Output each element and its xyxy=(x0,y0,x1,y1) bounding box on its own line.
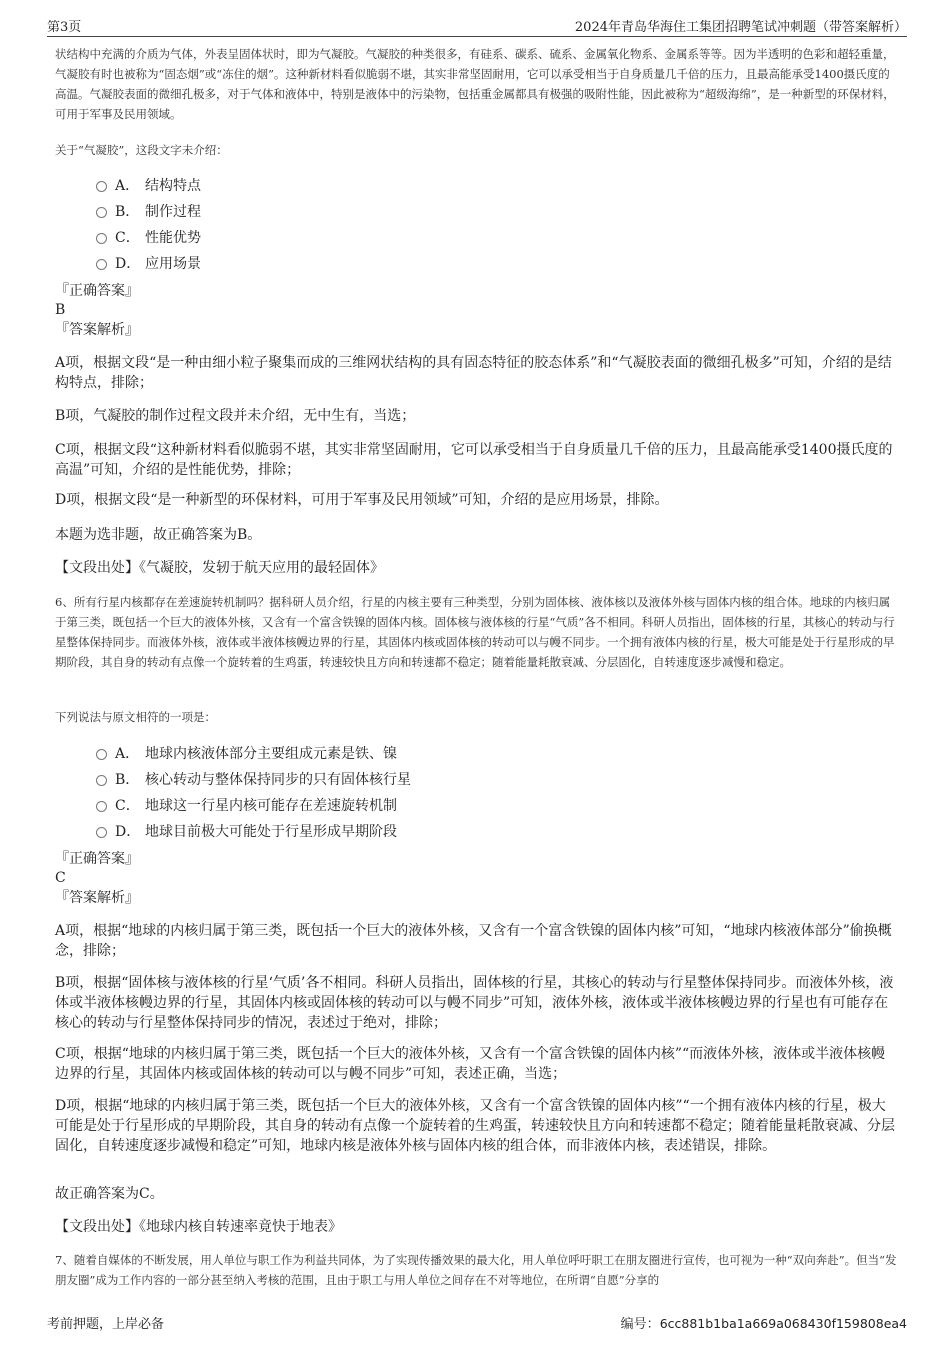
document-code xyxy=(621,1313,907,1332)
q5-prompt: 关于“气凝胶”，这段文字未介绍： xyxy=(55,143,228,157)
option-letter: C． xyxy=(115,798,140,814)
q5-explanation-c: C项，根据文段“这种新材料看似脆弱不堪，其实非常坚固耐用，它可以承受相当于自身质量几千倍的压力，且最高能承受1400摄氏度的高温”可知，介绍的是性能优势，排除； xyxy=(55,442,893,478)
q5-option-a[interactable] xyxy=(55,172,898,198)
q6-prompt: 下列说法与原文相符的一项是： xyxy=(55,710,216,724)
option-text: 核心转动与整体保持同步的只有固体核行星 xyxy=(145,772,411,788)
q6-explanation-d: D项，根据“地球的内核归属于第三类，既包括一个巨大的液体外核，又含有一个富含铁镍的固体内核”“一个拥有液体内核的行星，极大可能是处于行星形成的早期阶段，其自身的转动有点像一个旋转着的生鸡蛋，转速较快且方向和转速都不稳定；随着能量耗散衰减、分层固化，自转速度逐步减慢和稳定”可知，地球内核是液体外核与固体内核的组合体，而非液体内核，表述错误，排除。 xyxy=(55,1098,895,1154)
option-letter: B． xyxy=(115,772,140,788)
q6-explanation-a: A项，根据“地球的内核归属于第三类，既包括一个巨大的液体外核，又含有一个富含铁镍的固体内核”可知，“地球内核液体部分”偷换概念，排除； xyxy=(55,923,892,959)
option-letter: D． xyxy=(115,256,141,272)
radio-icon[interactable] xyxy=(96,233,107,244)
radio-icon[interactable] xyxy=(96,259,107,270)
q6-explanation-b: B项，根据“固体核与液体核的行星‘气质’各不相同。科研人员指出，固体核的行星，其核心的转动与行星整体保持同步。而液体外核，液体或半液体核幔边界的行星，其固体内核或固体核的转动可以与幔不同步”可知，液体外核，液体或半液体核幔边界的行星也有可能存在核心的转动与行星整体保持同步的情况，表述过于绝对，排除； xyxy=(55,975,894,1031)
footer-slogan: 考前押题，上岸必备 xyxy=(47,1317,165,1332)
q5-explanation-d: D项，根据文段“是一种新型的环保材料，可用于军事及民用领域”可知，介绍的是应用场景，排除。 xyxy=(55,492,669,508)
q6-option-c[interactable] xyxy=(55,792,898,818)
radio-icon[interactable] xyxy=(96,181,107,192)
option-letter: C． xyxy=(115,230,140,246)
option-letter: A． xyxy=(115,746,140,762)
q5-conclusion: 本题为选非题，故正确答案为B。 xyxy=(55,527,262,543)
q5-analysis-label: 『答案解析』 xyxy=(55,322,139,338)
q6-answer: C xyxy=(55,870,66,886)
q7-passage: 7、随着自媒体的不断发展，用人单位与职工作为利益共同体，为了实现传播效果的最大化，用人单位呼吁职工在朋友圈进行宣传，也可视为一种“双向奔赴”。但当“发朋友圈”成为工作内容的一部分甚至纳入考核的范围，且由于职工与用人单位之间存在不对等地位，在所谓“自愿”分享的 xyxy=(55,1253,897,1287)
q6-option-d[interactable] xyxy=(55,818,898,844)
document-title: 2024年青岛华海住工集团招聘笔试冲刺题（带答案解析） xyxy=(574,20,907,35)
page-number: 第3页 xyxy=(47,20,82,35)
option-text: 地球内核液体部分主要组成元素是铁、镍 xyxy=(145,746,397,762)
option-text: 地球目前极大可能处于行星形成早期阶段 xyxy=(145,824,397,840)
code-value: 6cc881b1ba1a669a068430f159808ea4 xyxy=(659,1316,907,1331)
page-header xyxy=(47,14,907,37)
option-text: 结构特点 xyxy=(145,178,201,194)
option-text: 性能优势 xyxy=(145,230,201,246)
q5-source: 【文段出处】《气凝胶，发轫于航天应用的最轻固体》 xyxy=(55,560,384,576)
q5-option-c[interactable] xyxy=(55,224,898,250)
q5-option-d[interactable] xyxy=(55,250,898,276)
option-letter: A． xyxy=(115,178,140,194)
q6-source: 【文段出处】《地球内核自转速率竟快于地表》 xyxy=(55,1219,342,1235)
option-text: 地球这一行星内核可能存在差速旋转机制 xyxy=(145,798,397,814)
q5-explanation-b: B项，气凝胶的制作过程文段并未介绍，无中生有，当选； xyxy=(55,408,416,424)
q5-options xyxy=(55,172,898,276)
radio-icon[interactable] xyxy=(96,749,107,760)
q6-passage: 6、所有行星内核都存在差速旋转机制吗？据科研人员介绍，行星的内核主要有三种类型，分别为固体核、液体核以及液体外核与固体内核的组合体。地球的内核归属于第三类，既包括一个巨大的液体外核，又含有一个富含铁镍的固体内核。固体核与液体核的行星“气质”各不相同。科研人员指出，固体核的行星，其核心的转动与行星整体保持同步。而液体外核，液体或半液体核幔边界的行星，其固体内核或固体核的转动可以与幔不同步。一个拥有液体内核的行星，极大可能是处于行星形成的早期阶段，其自身的转动有点像一个旋转着的生鸡蛋，转速较快且方向和转速都不稳定；随着能量耗散衰减、分层固化，自转速度逐步减慢和稳定。 xyxy=(55,595,895,669)
q5-answer-label: 『正确答案』 xyxy=(55,283,139,299)
radio-icon[interactable] xyxy=(96,207,107,218)
radio-icon[interactable] xyxy=(96,801,107,812)
code-label: 编号： xyxy=(620,1317,660,1332)
q6-option-a[interactable] xyxy=(55,740,898,766)
q6-explanation-c: C项，根据“地球的内核归属于第三类，既包括一个巨大的液体外核，又含有一个富含铁镍的固体内核”“而液体外核，液体或半液体核幔边界的行星，其固体内核或固体核的转动可以与幔不同步”可知，表述正确，当选； xyxy=(55,1046,886,1082)
q5-answer: B xyxy=(55,302,66,318)
q5-option-b[interactable] xyxy=(55,198,898,224)
q6-options xyxy=(55,740,898,844)
option-text: 应用场景 xyxy=(145,256,201,272)
option-letter: D． xyxy=(115,824,141,840)
radio-icon[interactable] xyxy=(96,775,107,786)
q5-explanation-a: A项，根据文段“是一种由细小粒子聚集而成的三维网状结构的具有固态特征的胶态体系”和“气凝胶表面的微细孔极多”可知，介绍的是结构特点，排除； xyxy=(55,355,892,391)
option-text: 制作过程 xyxy=(145,204,201,220)
q6-answer-label: 『正确答案』 xyxy=(55,851,139,867)
option-letter: B． xyxy=(115,204,140,220)
q6-analysis-label: 『答案解析』 xyxy=(55,890,139,906)
radio-icon[interactable] xyxy=(96,827,107,838)
q5-passage: 状结构中充满的介质为气体，外表呈固体状时，即为气凝胶。气凝胶的种类很多，有硅系、碳系、硫系、金属氧化物系、金属系等等。因为半透明的色彩和超轻重量，气凝胶有时也被称为“固态烟”或“冻住的烟”。这种新材料看似脆弱不堪，其实非常坚固耐用，它可以承受相当于自身质量几千倍的压力，且最高能承受1400摄氏度的高温。气凝胶表面的微细孔极多，对于气体和液体中，特别是液体中的污染物，包括重金属都具有极强的吸附性能，因此被称为“超级海绵”，是一种新型的环保材料，可用于军事及民用领域。 xyxy=(55,47,895,121)
q6-conclusion: 故正确答案为C。 xyxy=(55,1186,164,1202)
q6-option-b[interactable] xyxy=(55,766,898,792)
